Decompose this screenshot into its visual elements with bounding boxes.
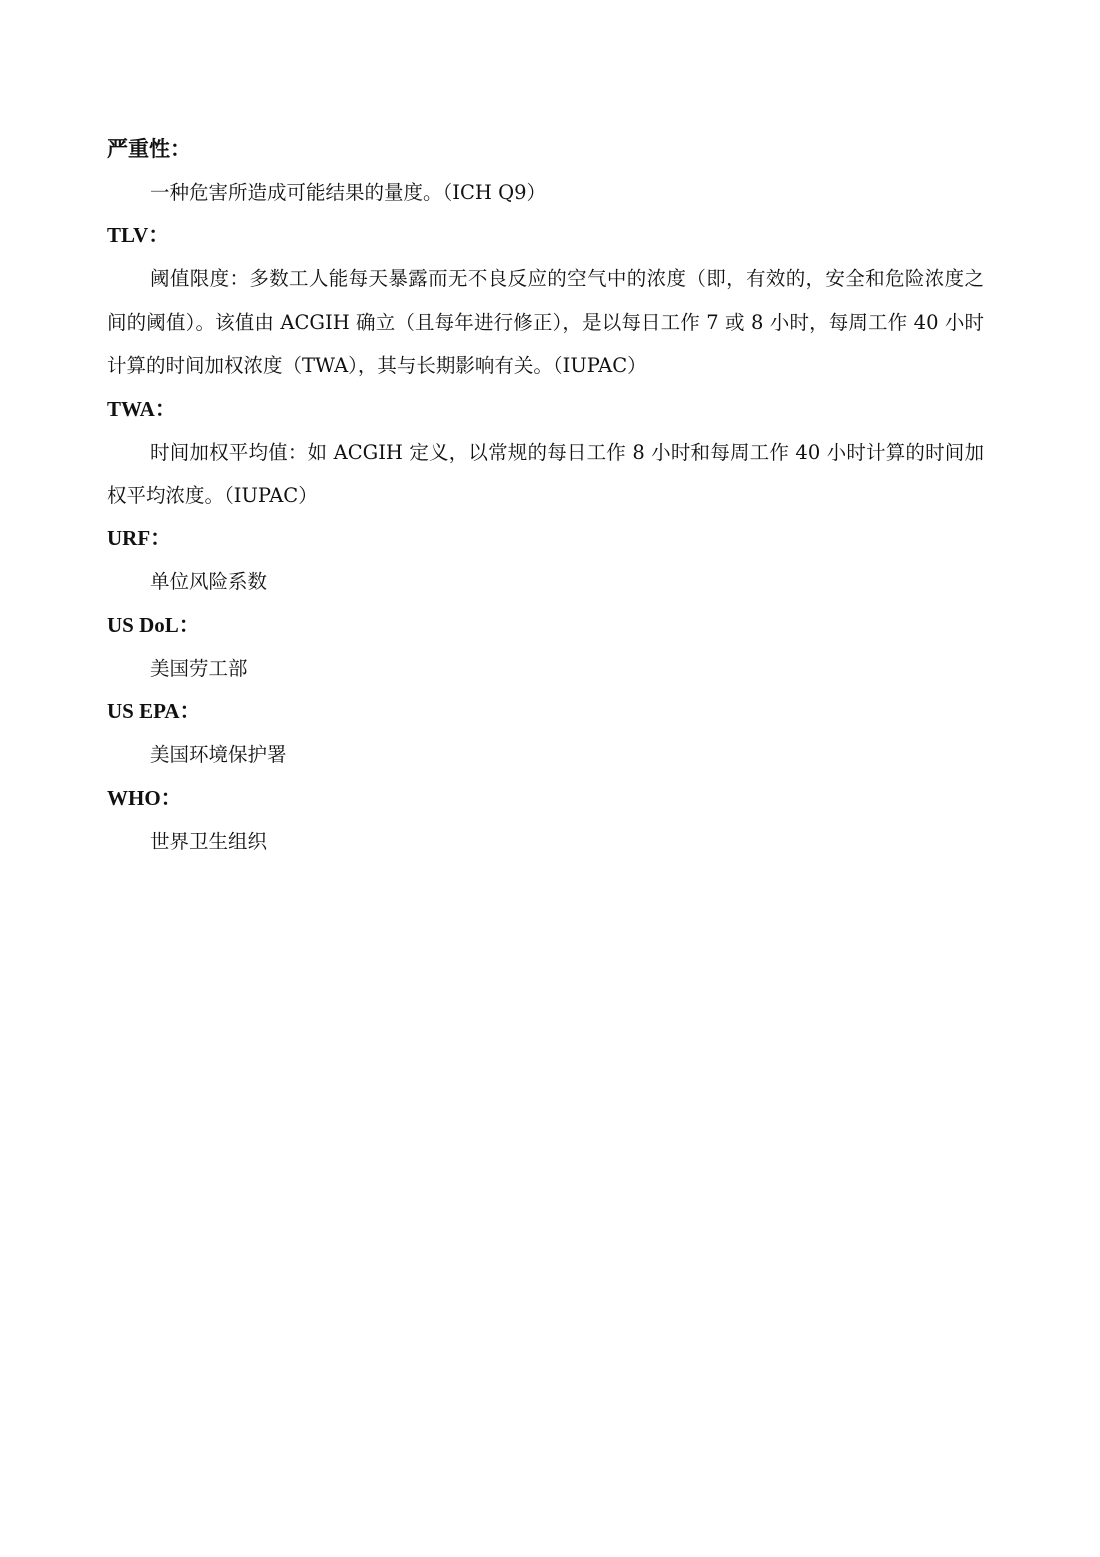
term-heading: US DoL：	[107, 612, 200, 637]
glossary-entry-urf	[107, 517, 984, 603]
glossary-entry-us-dol	[107, 604, 984, 690]
glossary-entry-who	[107, 777, 984, 863]
term-definition: 世界卫生组织	[150, 829, 268, 853]
term-heading: 严重性：	[107, 137, 191, 161]
term-definition: 单位风险系数	[150, 570, 268, 594]
term-definition: 美国劳工部	[150, 656, 248, 680]
term-heading: TLV：	[107, 223, 170, 248]
glossary-entry-tlv	[107, 214, 984, 387]
document-page	[107, 128, 984, 863]
term-definition: 美国环境保护署	[150, 743, 287, 767]
term-heading: TWA：	[107, 396, 176, 421]
glossary-entry-severity	[107, 128, 984, 214]
term-heading: WHO：	[107, 785, 182, 810]
term-definition: 时间加权平均值：如 ACGIH 定义，以常规的每日工作 8 小时和每周工作 40 小时计算的时间加权平均浓度。（IUPAC）	[107, 440, 984, 508]
glossary-entry-us-epa	[107, 690, 984, 776]
term-definition: 一种危害所造成可能结果的量度。（ICH Q9）	[150, 181, 546, 204]
glossary-entry-twa	[107, 388, 984, 518]
term-heading: US EPA：	[107, 699, 201, 724]
term-definition: 阈值限度：多数工人能每天暴露而无不良反应的空气中的浓度（即，有效的，安全和危险浓度之间的阈值）。该值由 ACGIH 确立（且每年进行修正），是以每日工作 7 或 8 小时，每周工作 40 小时计算的时间加权浓度（TWA），其与长期影响有关。（IUPAC）	[107, 267, 984, 378]
term-heading: URF：	[107, 526, 172, 551]
